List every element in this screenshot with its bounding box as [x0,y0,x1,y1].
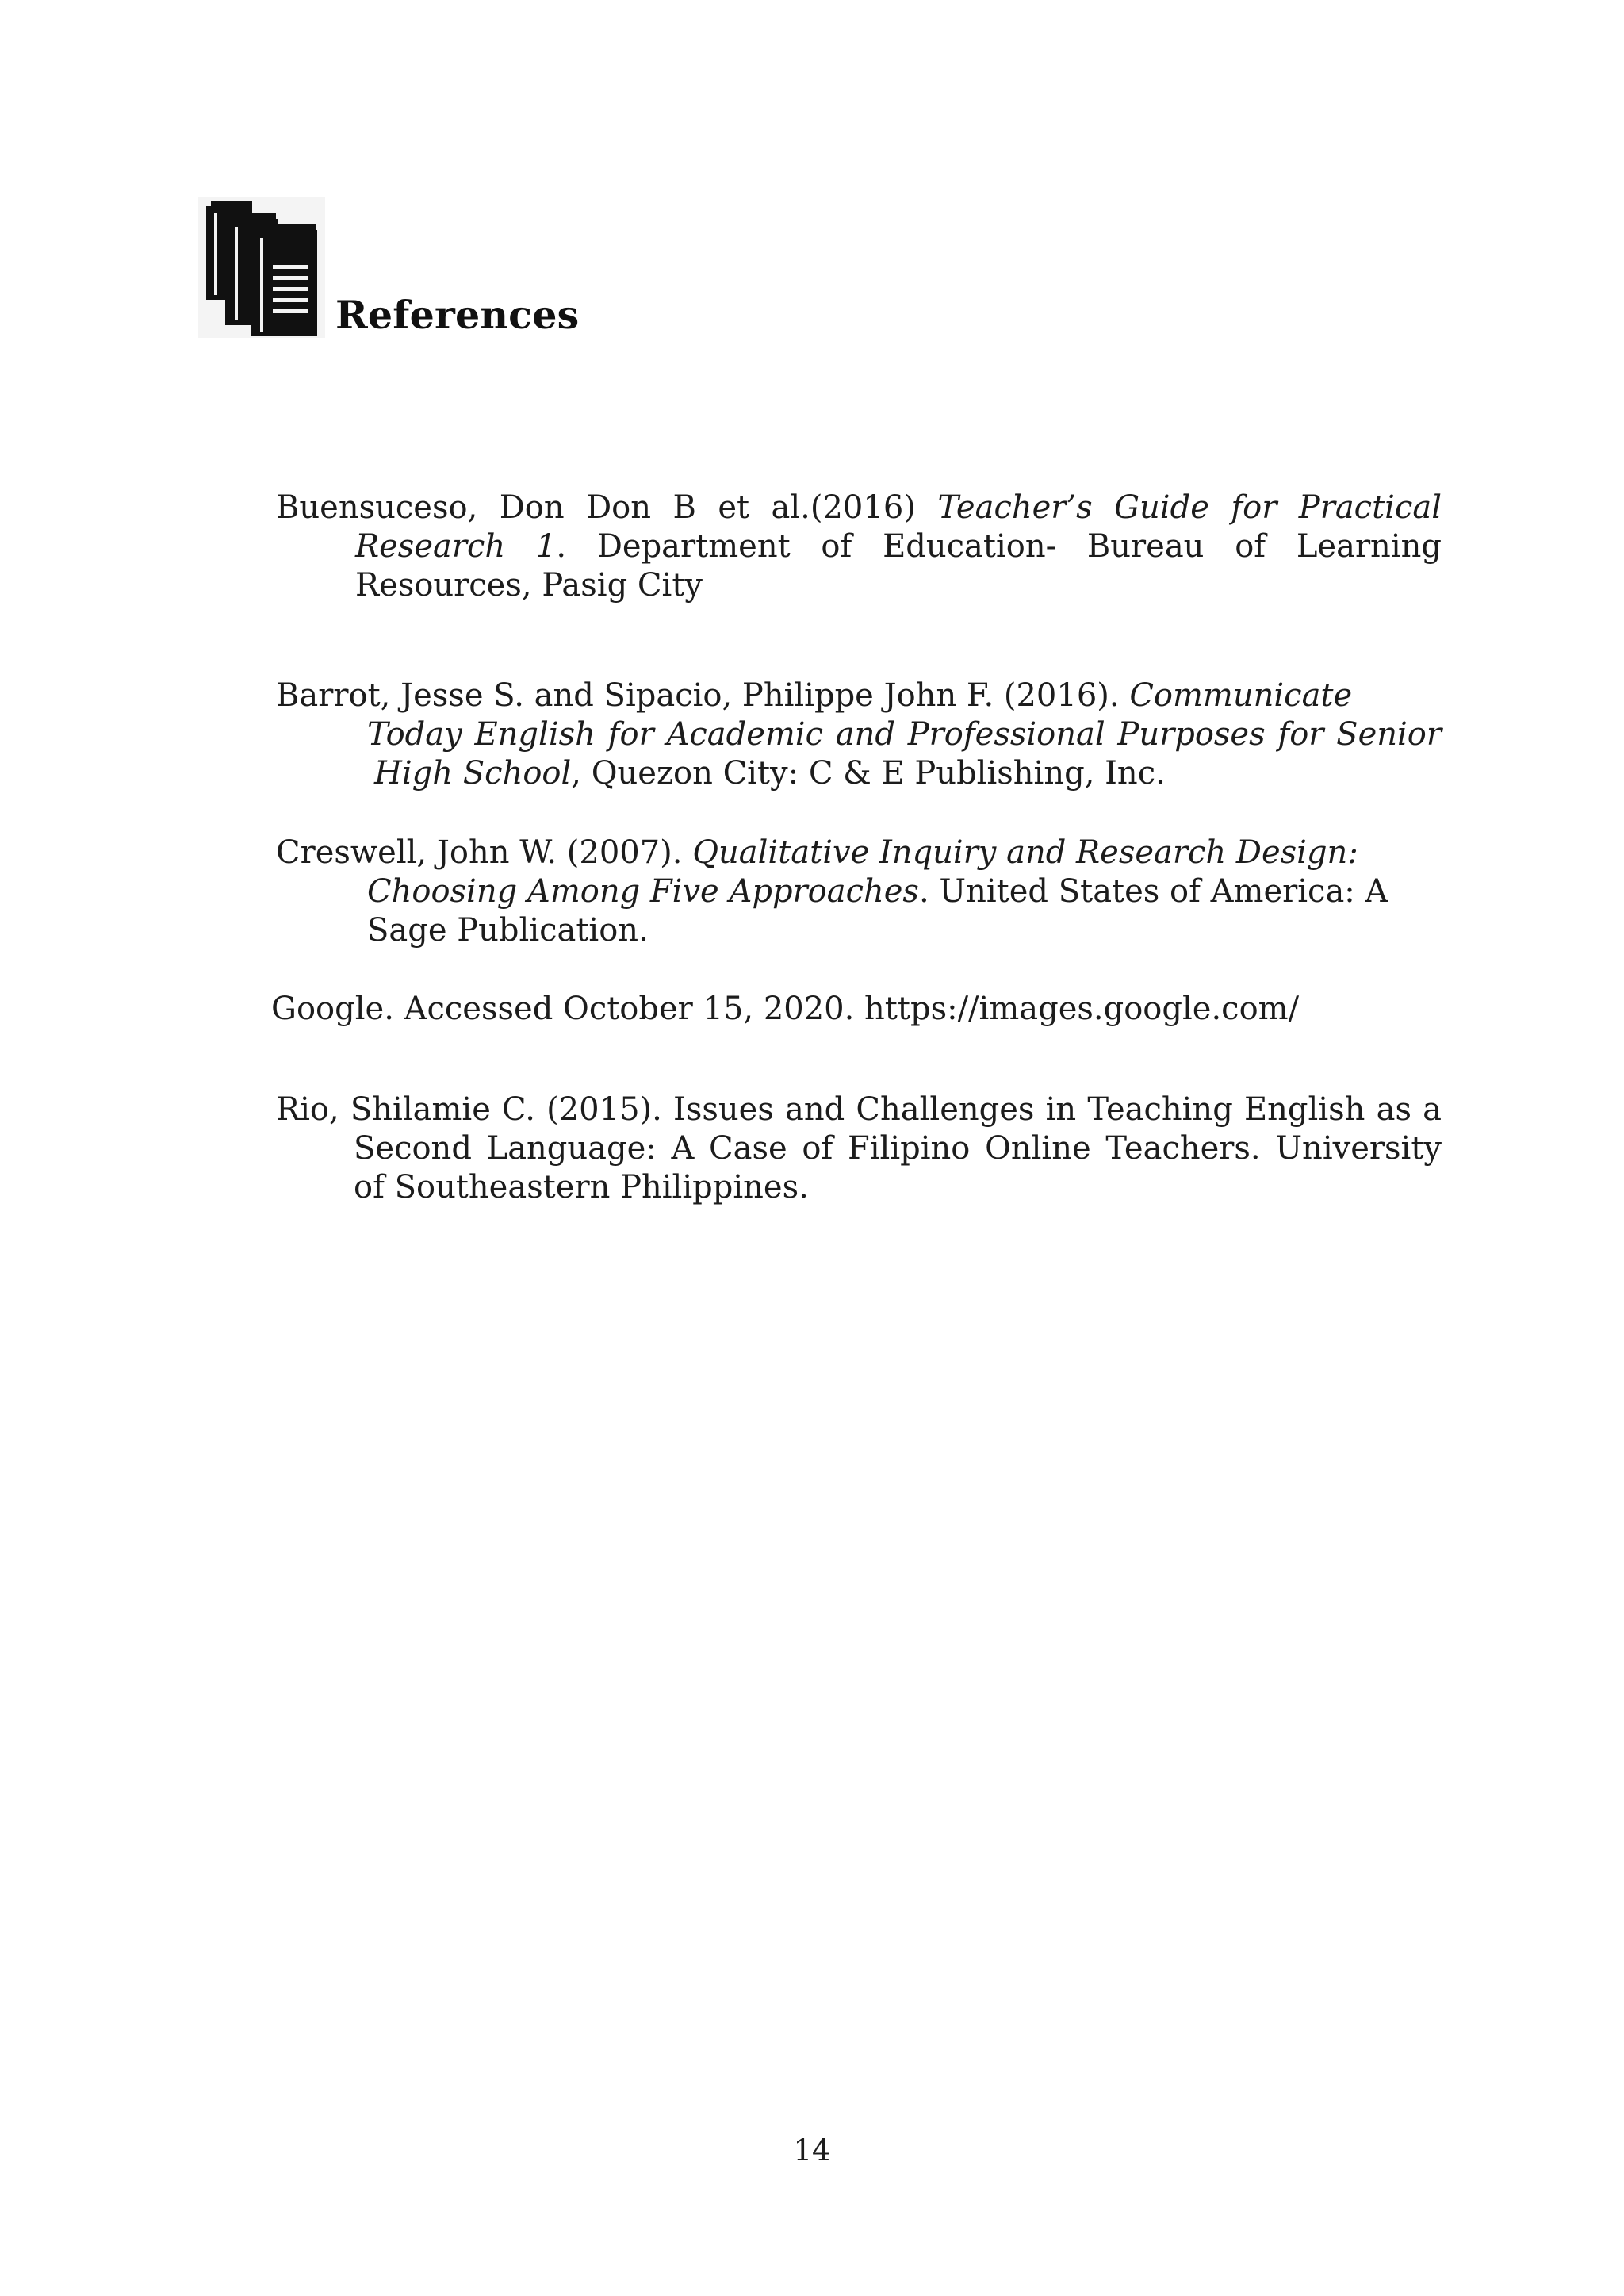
reference-line [355,527,1442,566]
reference-entry-google [271,990,1445,1029]
reference-text: Buensuceso, Don Don B et al.(2016) [276,489,938,526]
reference-line [374,754,1442,793]
reference-text: Creswell, John W. (2007). [276,834,693,871]
reference-line [367,872,1442,911]
reference-line [276,489,1442,527]
page-title: References [335,292,580,338]
reference-entry-barrot [276,677,1442,793]
stacked-books-icon [198,197,325,338]
reference-entry-creswell [276,834,1442,950]
reference-text: , Quezon City: C & E Publishing, Inc. [571,755,1166,792]
reference-title-italic: Communicate [1129,677,1353,714]
reference-text: Sage Publication. [367,912,649,949]
reference-entry-rio [276,1091,1442,1207]
references-heading [198,197,912,347]
reference-text: Resources, Pasig City [355,567,703,604]
reference-line [276,834,1442,872]
reference-title-italic: Today English for Academic and Professional Purposes for Senior [367,716,1442,753]
reference-title-italic: High School [374,755,572,792]
reference-title-italic: Teacher’s Guide for Practical [937,489,1442,526]
reference-text: . Department of Education- Bureau of Learning [556,528,1442,565]
reference-line [276,677,1442,715]
reference-text: . United States of America: A [918,873,1388,910]
reference-line [354,1168,1442,1207]
reference-entry-buensuceso [276,489,1442,605]
reference-text: Second Language: A Case of Filipino Online Teachers. University [354,1130,1442,1167]
reference-line [355,566,1442,605]
reference-text: Google. Accessed October 15, 2020. https://images.google.com/ [271,991,1300,1027]
reference-text: Rio, Shilamie C. (2015). Issues and Challenges in Teaching English as a [276,1091,1442,1128]
reference-title-italic: Qualitative Inquiry and Research Design: [692,834,1358,871]
reference-line [271,990,1445,1029]
page-number: 14 [793,2133,831,2168]
reference-text: of Southeastern Philippines. [354,1169,809,1205]
reference-line [367,715,1442,754]
reference-title-italic: Choosing Among Five Approaches [367,873,919,910]
reference-title-italic: Research 1 [355,528,557,565]
reference-line [276,1091,1442,1129]
reference-line [367,911,1442,950]
reference-text: Barrot, Jesse S. and Sipacio, Philippe John F. (2016). [276,677,1130,714]
reference-line [354,1129,1442,1168]
